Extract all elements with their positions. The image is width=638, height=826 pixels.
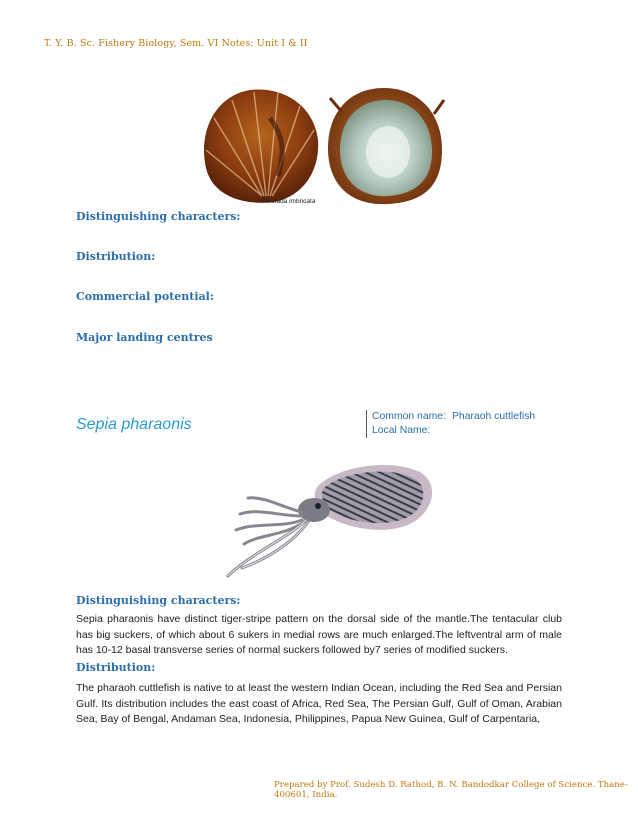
page-header: T. Y. B. Sc. Fishery Biology, Sem. VI Notes: Unit I & II [44,38,308,49]
species-names-box [366,410,535,438]
distinguishing-text: Sepia pharaonis have distinct tiger-stripe pattern on the dorsal side of the mantle.The tentacular club has big suckers, of which about 6 sukers in medial rows are much enlarged.The leftventral arm of male has 10-12 basal transverse series of normal suckers followed by7 series of modified suckers. [76,613,562,657]
distribution-text: The pharaoh cuttlefish is native to at least the western Indian Ocean, including the Red Sea and Persian Gulf. Its distribution includes the east coast of Africa, Red Sea, The Persian Gulf, Gulf of Oman, Arabian Sea, Bay of Bengal, Andaman Sea, Indonesia, Philippines, Papua New Guinea, Gulf of Carpentaria, [76,682,562,726]
species-name: Sepia pharaonis [76,416,192,433]
pinctada-shell-image [192,78,454,210]
cuttlefish-image [214,458,440,582]
distinguishing-heading-top: Distinguishing characters: [76,210,241,223]
image-caption: Pinctada imbricata [262,198,316,205]
common-name-value: Pharaoh cuttlefish [452,411,536,422]
common-name-label: Common name: [372,411,446,422]
commercial-potential-heading: Commercial potential: [76,290,214,303]
distribution-heading: Distribution: [76,661,156,674]
distinguishing-heading: Distinguishing characters: [76,594,241,607]
distribution-heading-top: Distribution: [76,250,156,263]
landing-centres-heading: Major landing centres [76,331,213,344]
page-footer: Prepared by Prof. Sudesh D. Rathod, B. N. Bandodkar College of Science. Thane-400601, India. [274,780,628,800]
local-name-label: Local Name: [372,425,431,436]
